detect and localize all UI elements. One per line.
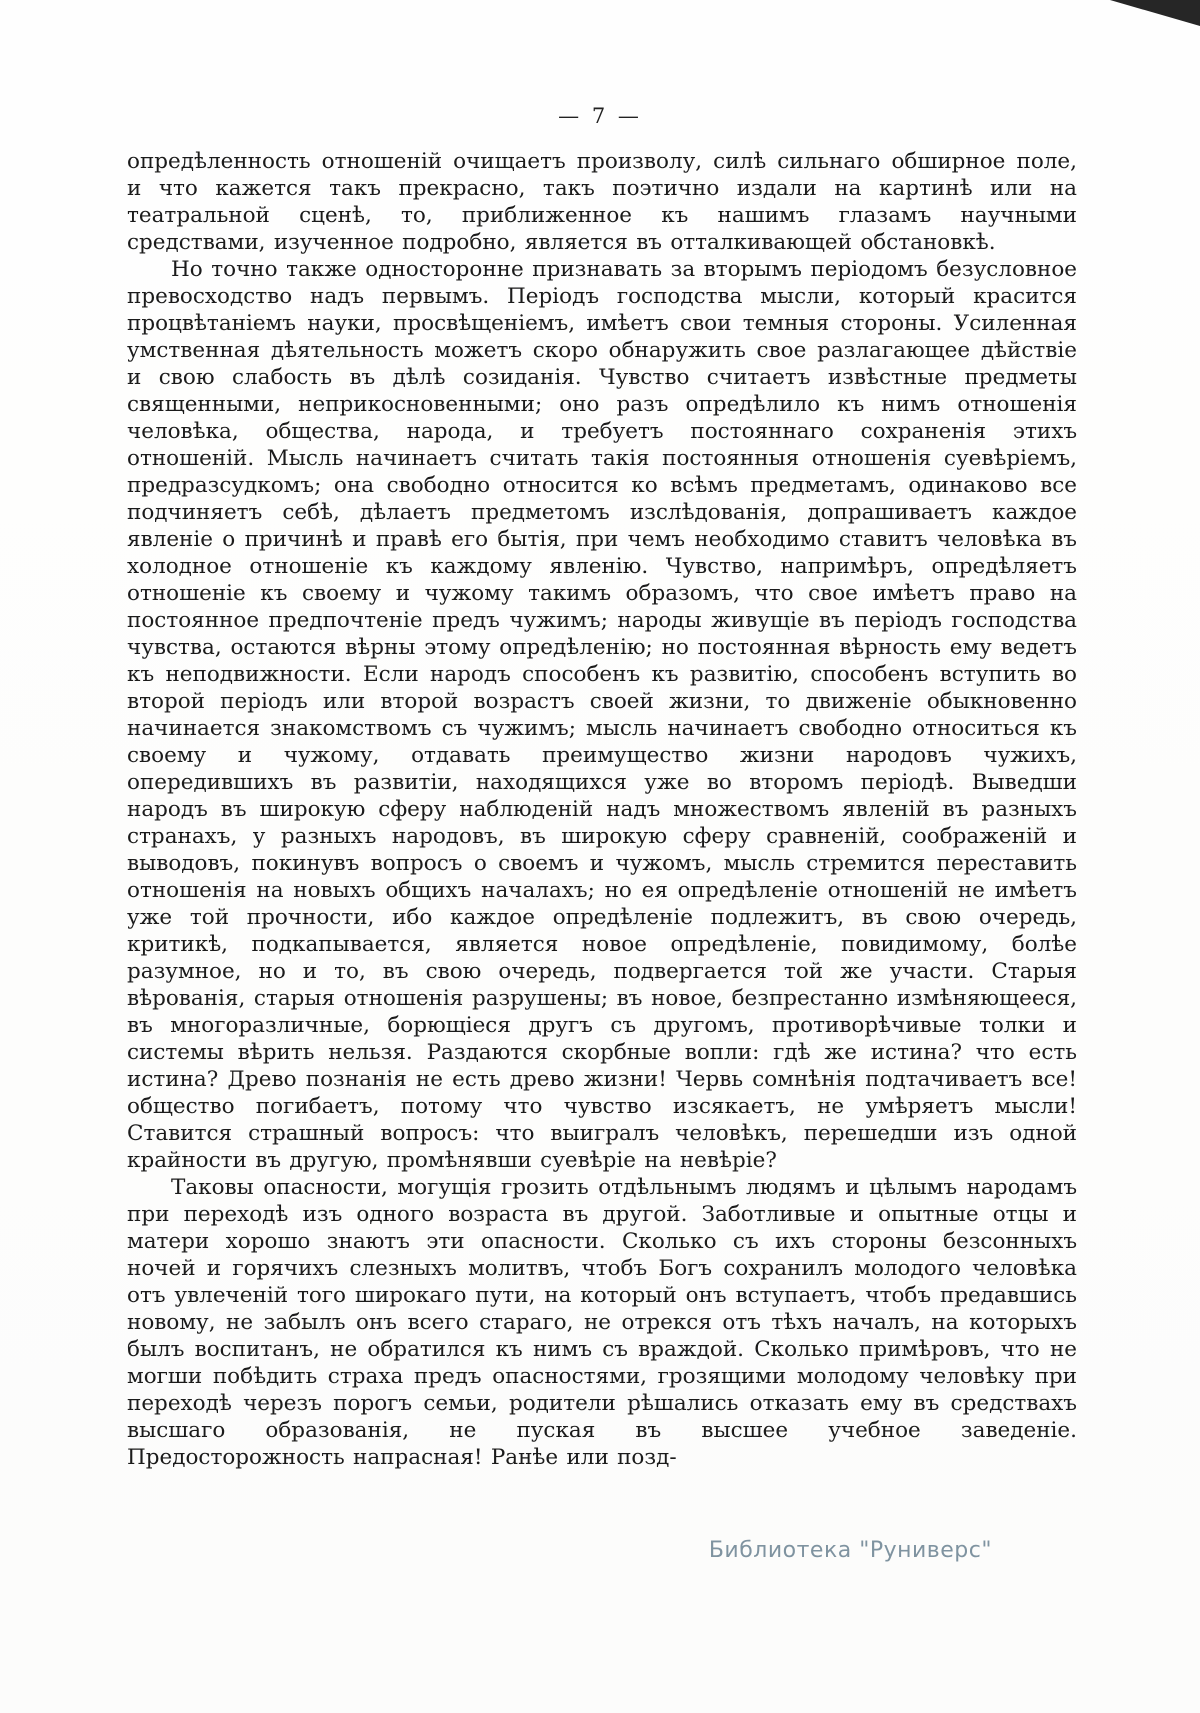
paragraph-continuation: опредѣленность отношеній очищаетъ произволу, силѣ сильнаго обширное поле, и что кажется такъ прекрасно, такъ поэтично издали на картинѣ или на театральной сценѣ, то, приближенное къ нашимъ глазамъ научными средствами, изученное подробно, является въ отталкивающей обстановкѣ. bbox=[127, 149, 1077, 255]
page-text-block bbox=[127, 148, 1077, 1471]
library-watermark: Библиотека "Руниверс" bbox=[708, 1538, 992, 1563]
page-number: — 7 — bbox=[558, 104, 642, 128]
scan-corner-artifact bbox=[1110, 0, 1200, 26]
paragraph-second: Но точно также односторонне признавать за вторымъ періодомъ безусловное превосходство надъ первымъ. Періодъ господства мысли, который красится процвѣтаніемъ науки, просвѣщеніемъ, имѣетъ свои темныя стороны. Усиленная умственная дѣятельность можетъ скоро обнаружить свое разлагающее дѣйствіе и свою слабость въ дѣлѣ созиданія. Чувство считаетъ извѣстные предметы священными, неприкосновенными; оно разъ опредѣлило къ нимъ отношенія человѣка, общества, народа, и требуетъ постояннаго сохраненія этихъ отношеній. Мысль начинаетъ считать такія постоянныя отношенія суевѣріемъ, предразсудкомъ; она свободно относится ко всѣмъ предметамъ, одинаково все подчиняетъ себѣ, дѣлаетъ предметомъ изслѣдованія, допрашиваетъ каждое явленіе о причинѣ и правѣ его бытія, при чемъ необходимо ставитъ человѣка въ холодное отношеніе къ каждому явленію. Чувство, напримѣръ, опредѣляетъ отношеніе къ своему и чужому такимъ образомъ, что свое имѣетъ право на постоянное предпочтеніе предъ чужимъ; народы живущіе въ періодъ господства чувства, остаются вѣрны этому опредѣленію; но постоянная вѣрность ему ведетъ къ неподвижности. Если народъ способенъ къ развитію, способенъ вступить во второй періодъ или второй возрастъ своей жизни, то движеніе обыкновенно начинается знакомствомъ съ чужимъ; мысль начинаетъ свободно относиться къ своему и чужому, отдавать преимущество жизни народовъ чужихъ, опередившихъ въ развитіи, находящихся уже во второмъ періодѣ. Выведши народъ въ широкую сферу наблюденій надъ множествомъ явленій въ разныхъ странахъ, у разныхъ народовъ, въ широкую сферу сравненій, соображеній и выводовъ, покинувъ вопросъ о своемъ и чужомъ, мысль стремится переставить отношенія на новыхъ общихъ началахъ; но ея опредѣленіе отношеній не имѣетъ уже той прочности, ибо каждое опредѣленіе подлежитъ, въ свою очередь, критикѣ, подкапывается, является новое опредѣленіе, повидимому, болѣе разумное, но и то, въ свою очередь, подвергается той же участи. Старыя вѣрованія, старыя отношенія разрушены; въ новое, безпрестанно измѣняющееся, въ многоразличные, борющіеся другъ съ другомъ, противорѣчивые толки и системы вѣрить нельзя. Раздаются скорбные вопли: гдѣ же истина? что есть истина? Древо познанія не есть древо жизни! Червь сомнѣнія подтачиваетъ все! общество погибаетъ, потому что чувство изсякаетъ, не умѣряетъ мысли! Ставится страшный вопросъ: что выигралъ человѣкъ, перешедши изъ одной крайности въ другую, промѣнявши суевѣріе на невѣріе? bbox=[127, 257, 1077, 1173]
paragraph-third: Таковы опасности, могущія грозить отдѣльнымъ людямъ и цѣлымъ народамъ при переходѣ изъ одного возраста въ другой. Заботливые и опытные отцы и матери хорошо знаютъ эти опасности. Сколько съ ихъ стороны безсонныхъ ночей и горячихъ слезныхъ молитвъ, чтобъ Богъ сохранилъ молодого человѣка отъ увлеченій того широкаго пути, на который онъ вступаетъ, чтобъ предавшись новому, не забылъ онъ всего стараго, не отрекся отъ тѣхъ началъ, на которыхъ былъ воспитанъ, не обратился къ нимъ съ враждой. Сколько примѣровъ, что не могши побѣдить страха предъ опасностями, грозящими молодому человѣку при переходѣ черезъ порогъ семьи, родители рѣшались отказать ему въ средствахъ высшаго образованія, не пуская въ высшее учебное заведеніе. Предосторожность напрасная! Ранѣе или позд- bbox=[127, 1175, 1077, 1470]
